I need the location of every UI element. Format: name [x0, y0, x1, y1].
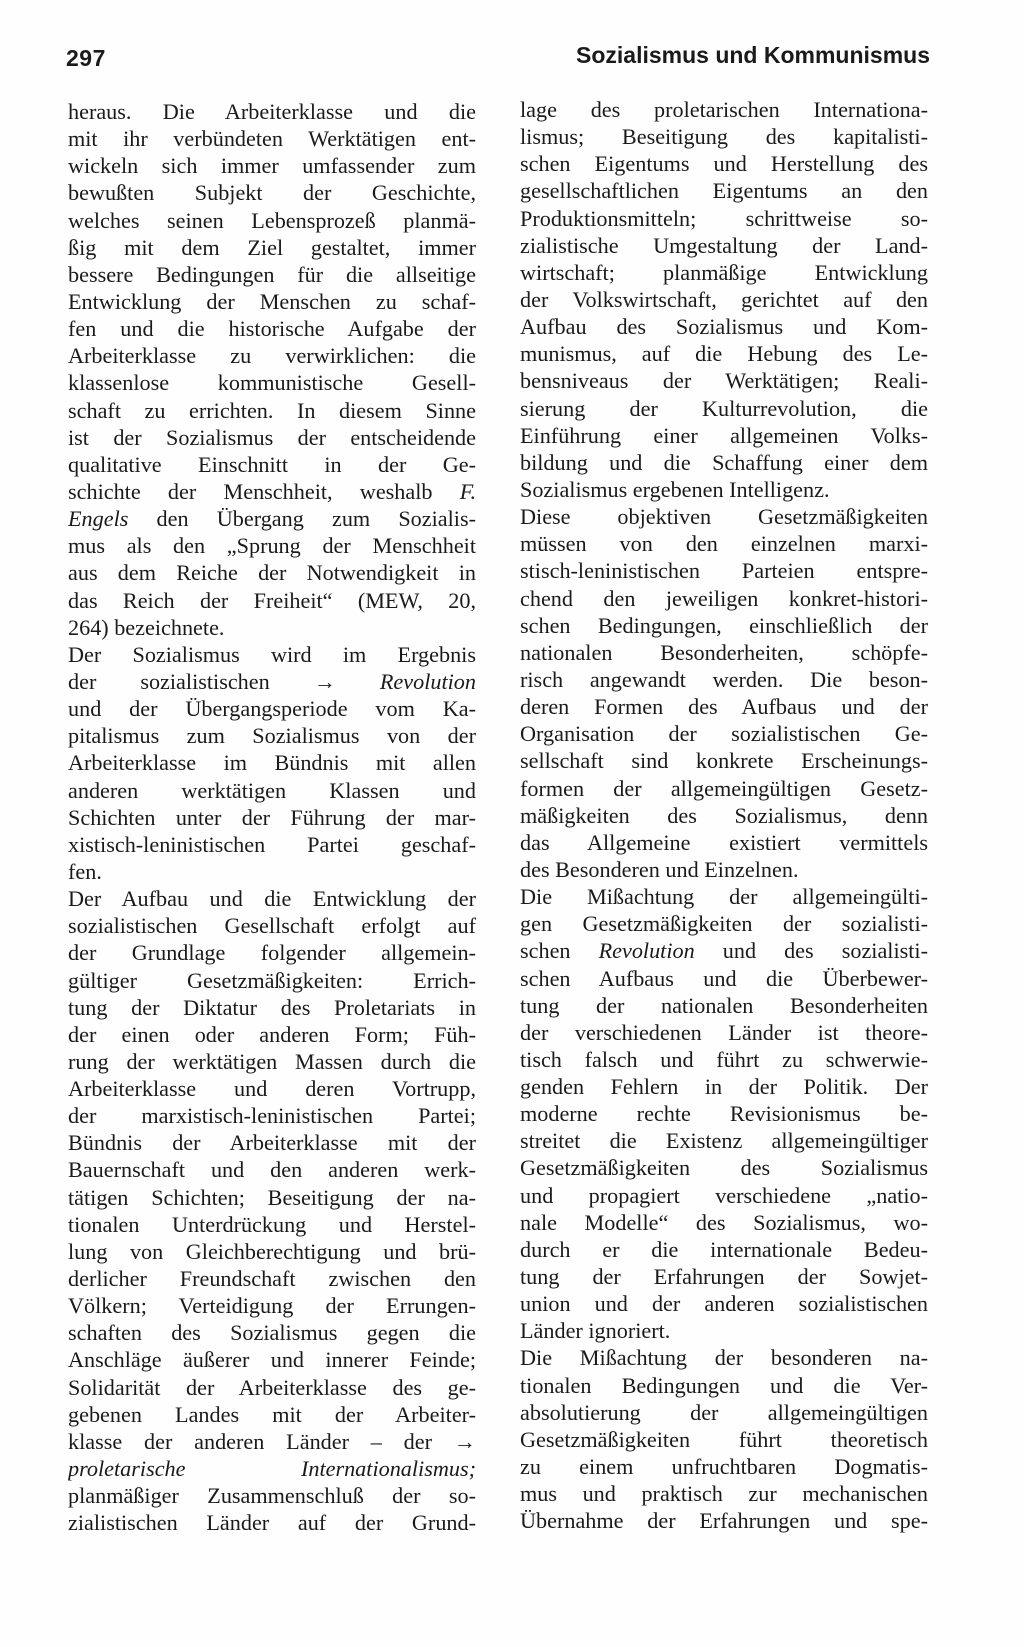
text-line: Produktionsmitteln; schrittweise so- [520, 205, 928, 231]
text-line: sierung der Kulturrevolution, die [520, 395, 928, 421]
text-line: schaften des Sozialismus gegen die [68, 1320, 476, 1346]
text-line: mäßigkeiten des Sozialismus, denn [520, 802, 928, 828]
text-line: Entwicklung der Menschen zu schaf- [68, 288, 476, 314]
text-line: planmäßiger Zusammenschluß der so- [68, 1483, 476, 1509]
text-line: Einführung einer allgemeinen Volks- [520, 422, 928, 448]
text-line: tätigen Schichten; Beseitigung der na- [68, 1184, 476, 1210]
text-line: und propagiert verschiedene „natio- [520, 1182, 928, 1208]
text-line: des Besonderen und Einzelnen. [520, 856, 799, 882]
text-line: welches seinen Lebensprozeß planmä- [68, 207, 476, 233]
text-line: bewußten Subjekt der Geschichte, [68, 180, 476, 206]
text-line: bildung und die Schaffung einer dem [520, 449, 928, 475]
running-head: Sozialismus und Kommunismus [576, 42, 930, 68]
text-line: müssen von den einzelnen marxi- [520, 531, 928, 557]
text-line: sozialistischen Gesellschaft erfolgt auf [68, 913, 476, 939]
text-line: tung der nationalen Besonderheiten [520, 992, 928, 1018]
text-line: das Allgemeine existiert vermittels [520, 829, 928, 855]
text-line: Diese objektiven Gesetzmäßigkeiten [520, 504, 928, 530]
text-line: heraus. Die Arbeiterklasse und die [68, 99, 476, 124]
left-text-column [68, 98, 476, 1536]
text-line: Sozialismus ergebenen Intelligenz. [520, 476, 830, 502]
text-line: lismus; Beseitigung des kapitalisti- [520, 124, 928, 150]
text-line: moderne rechte Revisionismus be- [520, 1101, 928, 1127]
text-line: klasse der anderen Länder – der → [68, 1428, 476, 1454]
text-line: Völkern; Verteidigung der Errungen- [68, 1293, 476, 1319]
text-line: schen Revolution und des sozialisti- [520, 938, 928, 964]
text-line: zialistischen Länder auf der Grund- [68, 1510, 476, 1536]
text-line: stisch-leninistischen Parteien entspre- [520, 558, 928, 584]
text-line: wirtschaft; planmäßige Entwicklung [520, 259, 928, 285]
text-line: chend den jeweiligen konkret-histori- [520, 585, 928, 611]
text-line: sellschaft sind konkrete Erscheinungs- [520, 748, 928, 774]
text-line: nationalen Besonderheiten, schöpfe- [520, 639, 928, 665]
text-line: gesellschaftlichen Eigentums an den [520, 178, 928, 204]
text-line: Der Sozialismus wird im Ergebnis [68, 641, 476, 667]
text-line: gen Gesetzmäßigkeiten der sozialisti- [520, 911, 928, 937]
text-line: risch angewandt werden. Die beson- [520, 666, 928, 692]
text-line: Bündnis der Arbeiterklasse mit der [68, 1130, 476, 1156]
text-line: wickeln sich immer umfassender zum [68, 153, 476, 179]
text-line: Der Aufbau und die Entwicklung der [68, 886, 476, 912]
text-line: Arbeiterklasse und deren Vortrupp, [68, 1076, 476, 1102]
text-line: ßig mit dem Ziel gestaltet, immer [68, 234, 476, 260]
text-line: absolutierung der allgemeingültigen [520, 1399, 928, 1425]
text-line: xistisch-leninistischen Partei geschaf- [68, 831, 476, 857]
text-line: rung der werktätigen Massen durch die [68, 1048, 476, 1074]
text-line: Gesetzmäßigkeiten des Sozialismus [520, 1155, 928, 1181]
text-line: Organisation der sozialistischen Ge- [520, 721, 928, 747]
text-line: der sozialistischen → Revolution [68, 668, 476, 694]
text-line: Engels den Übergang zum Sozialis- [68, 506, 476, 532]
text-line: gebenen Landes mit der Arbeiter- [68, 1401, 476, 1427]
text-line: Bauernschaft und den anderen werk- [68, 1157, 476, 1183]
right-text-column [520, 96, 928, 1534]
text-line: Arbeiterklasse im Bündnis mit allen [68, 750, 476, 776]
text-line: schen Bedingungen, einschließlich der [520, 612, 928, 638]
text-line: durch er die internationale Bedeu- [520, 1236, 928, 1262]
text-line: fen. [68, 858, 102, 884]
text-line: munismus, auf die Hebung des Le- [520, 341, 928, 367]
text-line: nale Modelle“ des Sozialismus, wo- [520, 1209, 928, 1235]
text-line: der Grundlage folgender allgemein- [68, 940, 476, 966]
text-line: anderen werktätigen Klassen und [68, 777, 476, 803]
text-line: lung von Gleichberechtigung und brü- [68, 1238, 476, 1264]
text-line: Aufbau des Sozialismus und Kom- [520, 314, 928, 340]
text-line: schichte der Menschheit, weshalb F. [68, 478, 476, 504]
text-line: Die Mißachtung der besonderen na- [520, 1345, 928, 1371]
text-line: tung der Diktatur des Proletariats in [68, 994, 476, 1020]
text-line: fen und die historische Aufgabe der [68, 316, 476, 342]
text-line: derlicher Freundschaft zwischen den [68, 1266, 476, 1292]
text-line: Schichten unter der Führung der mar- [68, 804, 476, 830]
text-line: tionalen Bedingungen und die Ver- [520, 1372, 928, 1398]
text-line: streitet die Existenz allgemeingültiger [520, 1128, 928, 1154]
text-line: tung der Erfahrungen der Sowjet- [520, 1264, 928, 1290]
text-line: mus und praktisch zur mechanischen [520, 1481, 928, 1507]
text-line: klassenlose kommunistische Gesell- [68, 370, 476, 396]
text-line: ist der Sozialismus der entscheidende [68, 424, 476, 450]
text-line: zialistische Umgestaltung der Land- [520, 232, 928, 258]
text-line: union und der anderen sozialistischen [520, 1291, 928, 1317]
text-line: und der Übergangsperiode vom Ka- [68, 696, 476, 722]
text-line: aus dem Reiche der Notwendigkeit in [68, 560, 476, 586]
text-line: 264) bezeichnete. [68, 614, 225, 640]
text-line: Übernahme der Erfahrungen und spe- [520, 1508, 928, 1534]
text-line: bessere Bedingungen für die allseitige [68, 261, 476, 287]
text-line: bensniveaus der Werktätigen; Reali- [520, 368, 928, 394]
text-line: Arbeiterklasse zu verwirklichen: die [68, 343, 476, 369]
text-line: zu einem unfruchtbaren Dogmatis- [520, 1454, 928, 1480]
text-line: Gesetzmäßigkeiten führt theoretisch [520, 1426, 928, 1452]
text-line: tisch falsch und führt zu schwerwie- [520, 1046, 928, 1072]
text-line: der verschiedenen Länder ist theore- [520, 1019, 928, 1045]
text-line: pitalismus zum Sozialismus von der [68, 723, 476, 749]
text-line: gültiger Gesetzmäßigkeiten: Errich- [68, 967, 476, 993]
text-line: Anschläge äußerer und innerer Feinde; [68, 1347, 476, 1373]
text-line: qualitative Einschnitt in der Ge- [68, 451, 476, 477]
page-number: 297 [66, 45, 106, 71]
text-line: tionalen Unterdrückung und Herstel- [68, 1211, 476, 1237]
text-line: der Volkswirtschaft, gerichtet auf den [520, 286, 928, 312]
text-line: deren Formen des Aufbaus und der [520, 694, 928, 720]
text-line: lage des proletarischen Internationa- [520, 97, 928, 122]
text-line: proletarische Internationalismus; [68, 1456, 476, 1482]
text-line: schaft zu errichten. In diesem Sinne [68, 397, 476, 423]
text-line: mit ihr verbündeten Werktätigen ent- [68, 126, 476, 152]
text-line: das Reich der Freiheit“ (MEW, 20, [68, 587, 476, 613]
text-line: mus als den „Sprung der Menschheit [68, 533, 476, 559]
text-line: Länder ignoriert. [520, 1318, 671, 1344]
text-line: formen der allgemeingültigen Gesetz- [520, 775, 928, 801]
text-line: Solidarität der Arbeiterklasse des ge- [68, 1374, 476, 1400]
text-line: der einen oder anderen Form; Füh- [68, 1021, 476, 1047]
text-line: der marxistisch-leninistischen Partei; [68, 1103, 476, 1129]
text-line: schen Aufbaus und die Überbewer- [520, 965, 928, 991]
text-line: genden Fehlern in der Politik. Der [520, 1074, 928, 1100]
text-line: Die Mißachtung der allgemeingülti- [520, 884, 928, 910]
text-line: schen Eigentums und Herstellung des [520, 151, 928, 177]
